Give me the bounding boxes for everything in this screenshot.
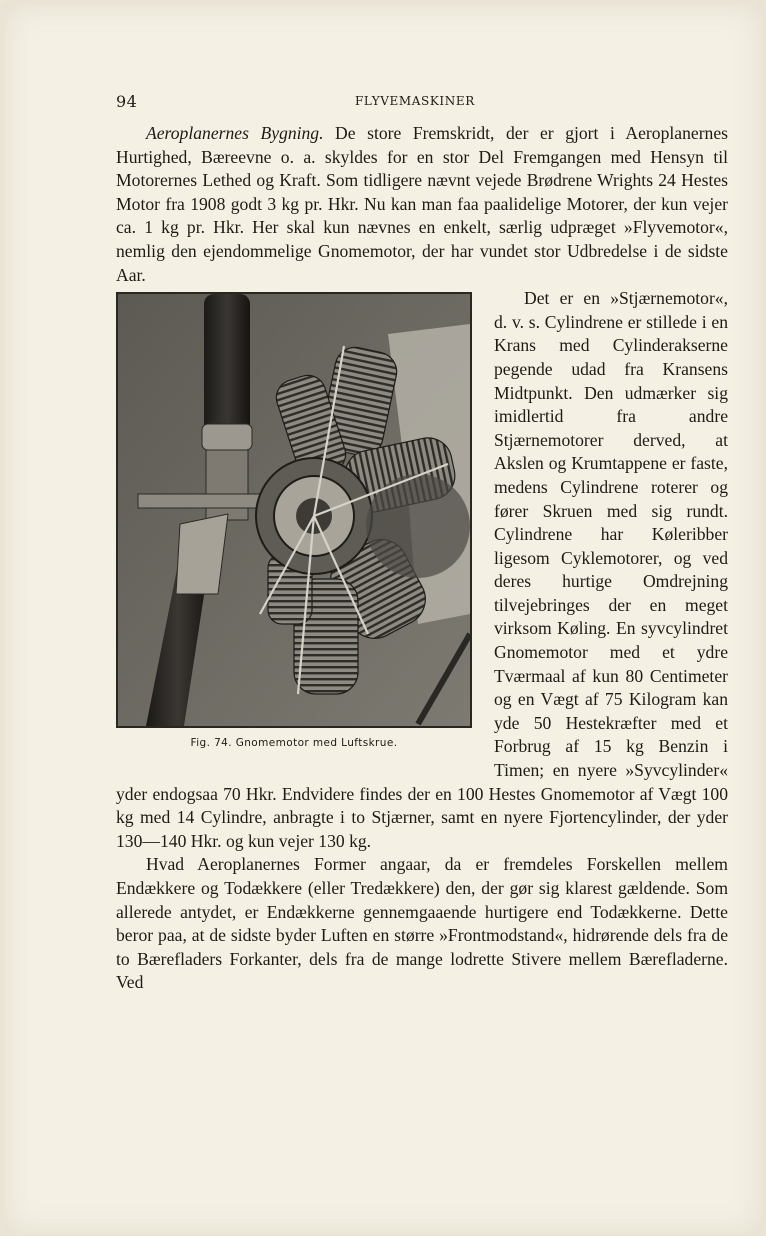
paragraph-1 xyxy=(116,122,728,287)
figure-74 xyxy=(116,292,472,774)
paragraph-2: Det er en »Stjærnemotor«, d. v. s. Cylindrene er stillede i en Krans med Cylinderakserne pegende udad fra Kransens Midtpunkt. Den udmærker sig imidlertid fra andre Stjærnemotorer derved, at Akslen og Krumtappene er faste, medens Cylindrene roterer og fører Skruen med sig rundt. Cylindrene har Køleribber ligesom Cyklemotorer, og ved deres hurtige Omdrejning tilvejebringes der en meget virksom Køling. En syvcylindret Gnomemotor med et ydre Tværmaal af kun 80 Centimeter og en Vægt af 75 Kilogram kan yde 50 Hestekræfter med et Forbrug af 15 kg Benzin i Timen; en nyere »Syvcylinder« yder endogsaa 70 Hkr. Endvidere findes der en 100 Hestes Gnomemotor af Vægt 100 kg med 14 Cylindre, anbragte i to Stjærner, samt en nyere Fjortencylinder, der yder 130—140 Hkr. og kun vejer 130 kg. xyxy=(116,288,728,851)
page-number: 94 xyxy=(116,92,138,111)
body-text xyxy=(116,122,728,995)
paragraph-3: Hvad Aeroplanernes Former angaar, da er fremdeles Forskellen mellem Endækkere og Todækkere (eller Tredækkere) den, der gør sig klarest gældende. Som allerede antydet, er Endækkerne gennemgaaende hurtigere end Todækkerne. Dette beror paa, at de sidste byder Luften en større »Frontmodstand«, hidrørende dels fra de to Bærefladers Forkanter, dels fra de mange lodrette Stivere mellem Bærefladerne. Ved xyxy=(116,854,728,993)
running-title: FLYVEMASKINER xyxy=(355,94,475,108)
paragraph-1-text: De store Fremskridt, der er gjort i Aeroplanernes Hurtighed, Bæreevne o. a. skyldes for en stor Del Fremgangen med Hensyn til Motorernes Lethed og Kraft. Som tidligere nævnt vejede Brødrene Wrights 24 Hestes Motor fra 1908 godt 3 kg pr. Hkr. Nu kan man faa paalidelige Motorer, der kun vejer ca. 1 kg pr. Hkr. Her skal kun nævnes en enkelt, særlig udpræget »Flyvemotor«, nemlig den ejendommelige Gnomemotor, der har vundet stor Udbredelse i de sidste Aar. xyxy=(116,123,728,285)
section-heading: Aeroplanernes Bygning. xyxy=(146,123,324,143)
engine-photo xyxy=(116,292,472,728)
figure-caption: Fig. 74. Gnomemotor med Luftskrue. xyxy=(190,737,398,750)
page-header xyxy=(0,92,766,114)
